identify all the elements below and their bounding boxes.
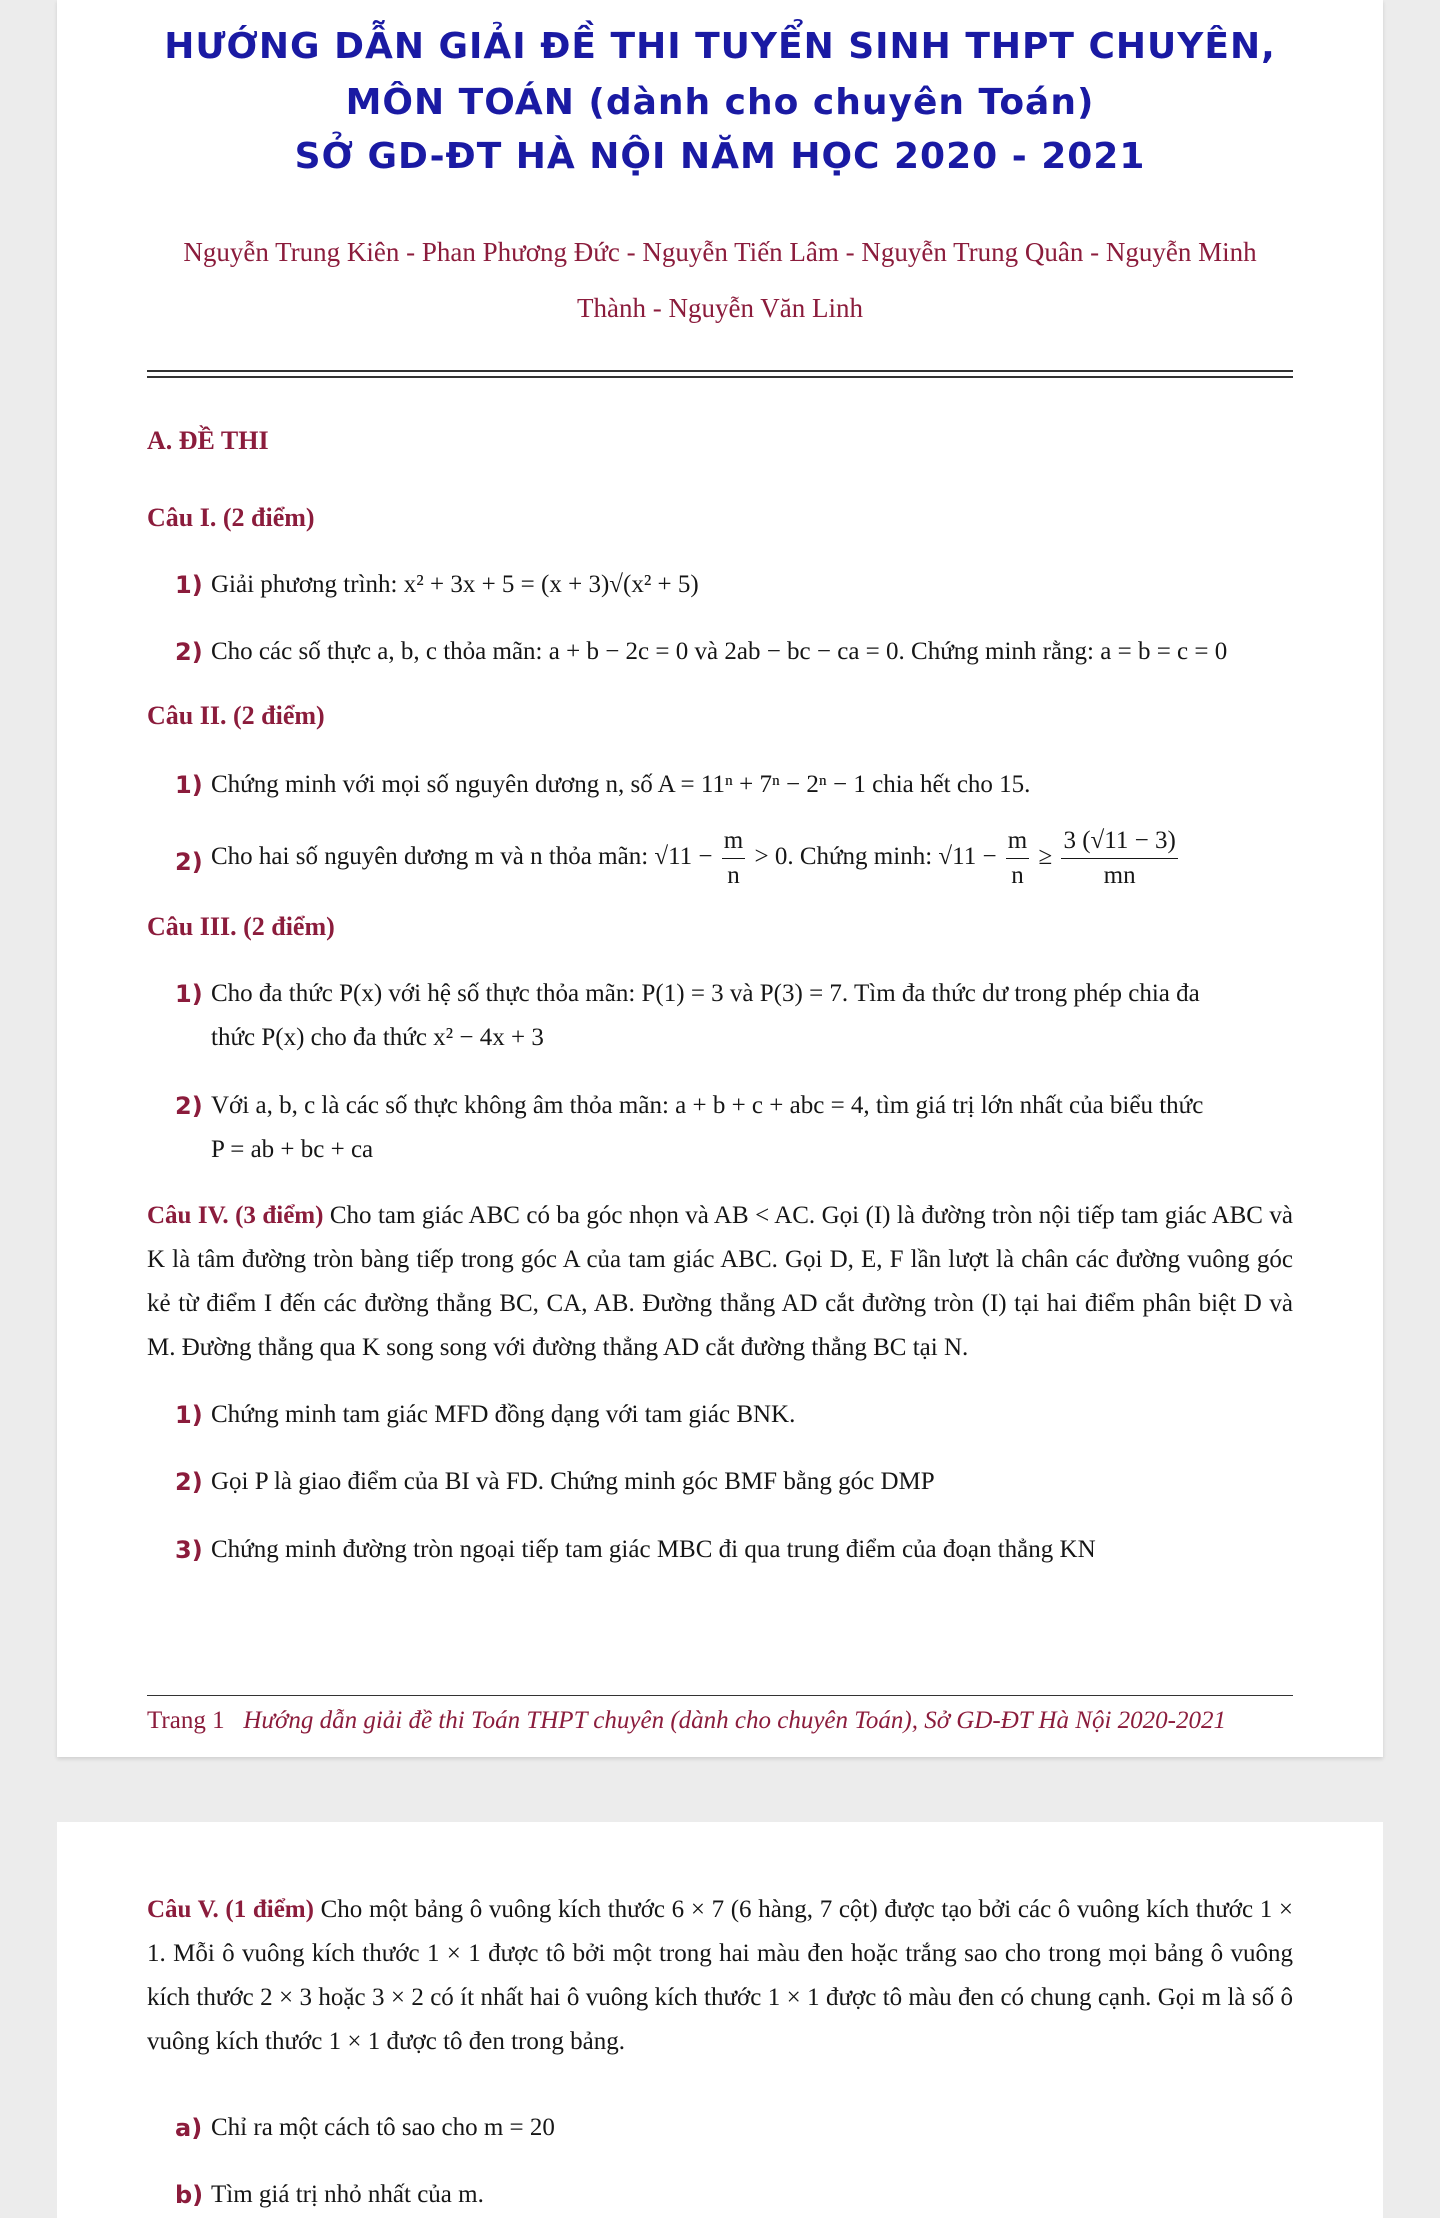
page-footer [147, 1707, 1293, 1735]
fraction-bound [1061, 824, 1177, 893]
fraction-denominator: mn [1061, 858, 1177, 893]
part-text: Chứng minh với mọi số nguyên dương n, số A = 11ⁿ + 7ⁿ − 2ⁿ − 1 chia hết cho 15. [211, 771, 1031, 798]
part-text: Chứng minh đường tròn ngoại tiếp tam giác MBC đi qua trung điểm của đoạn thẳng KN [211, 1536, 1096, 1563]
part-letter: b) [175, 2181, 204, 2209]
question-4-heading: Câu IV. (3 điểm) [147, 1202, 324, 1229]
part-text: Tìm giá trị nhỏ nhất của m. [211, 2181, 484, 2208]
part-text-line-1: Với a, b, c là các số thực không âm thỏa mãn: a + b + c + abc = 4, tìm giá trị lớn nhất của biểu thức [211, 1092, 1204, 1119]
question-4-part-2 [175, 1460, 1293, 1504]
fraction-denominator: n [1006, 858, 1029, 893]
question-1-part-1 [175, 563, 1293, 607]
question-4-part-1 [175, 1393, 1293, 1437]
header-rule-top [147, 370, 1293, 372]
fraction-denominator: n [722, 858, 745, 893]
part-text: Cho các số thực a, b, c thỏa mãn: a + b − 2c = 0 và 2ab − bc − ca = 0. Chứng minh rằng: a = b = c = 0 [211, 638, 1228, 665]
fraction-m-over-n [722, 824, 745, 893]
question-2-part-2 [175, 824, 1293, 893]
document-page-2 [57, 1822, 1383, 2218]
authors-line-1: Nguyễn Trung Kiên - Phan Phương Đức - Nguyễn Tiến Lâm - Nguyễn Trung Quân - Nguyễn Minh [183, 237, 1257, 267]
question-5-part-a [175, 2106, 1293, 2150]
part-number: 2) [175, 1092, 203, 1120]
part-text: Giải phương trình: x² + 3x + 5 = (x + 3)√(x² + 5) [211, 571, 699, 598]
question-1-part-2 [175, 630, 1293, 674]
part-text-line-2: P = ab + bc + ca [211, 1136, 374, 1163]
question-2-part-1 [175, 763, 1293, 807]
part-text-line-2: thức P(x) cho đa thức x² − 4x + 3 [211, 1024, 544, 1051]
question-3-part-1 [175, 972, 1293, 1060]
footer-page-number: Trang 1 [147, 1707, 225, 1734]
footer-title: Hướng dẫn giải đề thi Toán THPT chuyên (dành cho chuyên Toán), Sở GD-ĐT Hà Nội 2020-2021 [243, 1707, 1226, 1734]
question-5-statement [147, 1888, 1293, 2064]
fraction-m-over-n [1006, 824, 1029, 893]
text-segment: ≥ [1038, 843, 1053, 871]
fraction-numerator: m [1007, 827, 1028, 854]
part-text: Chứng minh tam giác MFD đồng dạng với tam giác BNK. [211, 1401, 796, 1428]
question-2-heading: Câu II. (2 điểm) [147, 701, 325, 730]
question-3-part-2 [175, 1084, 1293, 1172]
section-a-heading: A. ĐỀ THI [147, 426, 269, 455]
text-segment: Cho hai số nguyên dương m và n thỏa mãn: √11 − [211, 843, 713, 871]
part-number: 1) [175, 771, 203, 799]
question-1-heading: Câu I. (2 điểm) [147, 503, 315, 532]
question-5-intro: Cho một bảng ô vuông kích thước 6 × 7 (6 hàng, 7 cột) được tạo bởi các ô vuông kích thước 1 × 1. Mỗi ô vuông kích thước 1 × 1 được tô bởi một trong hai màu đen hoặc trắng sao cho trong mọi bảng ô vuông kích thước 2 × 3 hoặc 3 × 2 có ít nhất hai ô vuông kích thước 1 × 1 được tô màu đen có chung cạnh. Gọi m là số ô vuông kích thước 1 × 1 được tô đen trong bảng. [147, 1896, 1294, 2055]
text-segment: > 0. Chứng minh: √11 − [754, 843, 997, 871]
question-5-part-b [175, 2173, 1293, 2217]
question-3-heading: Câu III. (2 điểm) [147, 912, 335, 941]
part-text [211, 824, 1293, 893]
header-rule-bottom [147, 376, 1293, 378]
fraction-numerator: 3 (√11 − 3) [1063, 827, 1176, 854]
part-number: 2) [175, 638, 203, 666]
part-text: Chỉ ra một cách tô sao cho m = 20 [211, 2114, 555, 2141]
part-number: 1) [175, 1401, 203, 1429]
part-text: Gọi P là giao điểm của BI và FD. Chứng minh góc BMF bằng góc DMP [211, 1468, 935, 1495]
footer-rule [147, 1695, 1293, 1696]
question-5-heading: Câu V. (1 điểm) [147, 1896, 314, 1923]
question-4-intro: Cho tam giác ABC có ba góc nhọn và AB < AC. Gọi (I) là đường tròn nội tiếp tam giác ABC và K là tâm đường tròn bàng tiếp trong góc A của tam giác ABC. Gọi D, E, F lần lượt là chân các đường vuông góc kẻ từ điểm I đến các đường thẳng BC, CA, AB. Đường thẳng AD cắt đường tròn (I) tại hai điểm phân biệt D và M. Đường thẳng qua K song song với đường thẳng AD cắt đường thẳng BC tại N. [147, 1202, 1293, 1361]
question-4-statement [147, 1194, 1293, 1370]
part-letter: a) [175, 2114, 203, 2142]
title-line-3: SỞ GD-ĐT HÀ NỘI NĂM HỌC 2020 - 2021 [294, 136, 1146, 177]
fraction-numerator: m [723, 827, 744, 854]
document-page-1 [57, 0, 1383, 1757]
authors-line-2: Thành - Nguyễn Văn Linh [577, 293, 863, 323]
part-number: 2) [175, 1468, 203, 1496]
part-number: 1) [175, 980, 203, 1008]
part-number: 1) [175, 571, 203, 599]
question-4-part-3 [175, 1528, 1293, 1572]
part-number: 2) [175, 848, 203, 876]
part-number: 3) [175, 1536, 203, 1564]
part-text-line-1: Cho đa thức P(x) với hệ số thực thỏa mãn: P(1) = 3 và P(3) = 7. Tìm đa thức dư trong phép chia đa [211, 980, 1200, 1007]
title-line-2: MÔN TOÁN (dành cho chuyên Toán) [345, 82, 1095, 123]
title-line-1: HƯỚNG DẪN GIẢI ĐỀ THI TUYỂN SINH THPT CHUYÊN, [164, 26, 1276, 67]
